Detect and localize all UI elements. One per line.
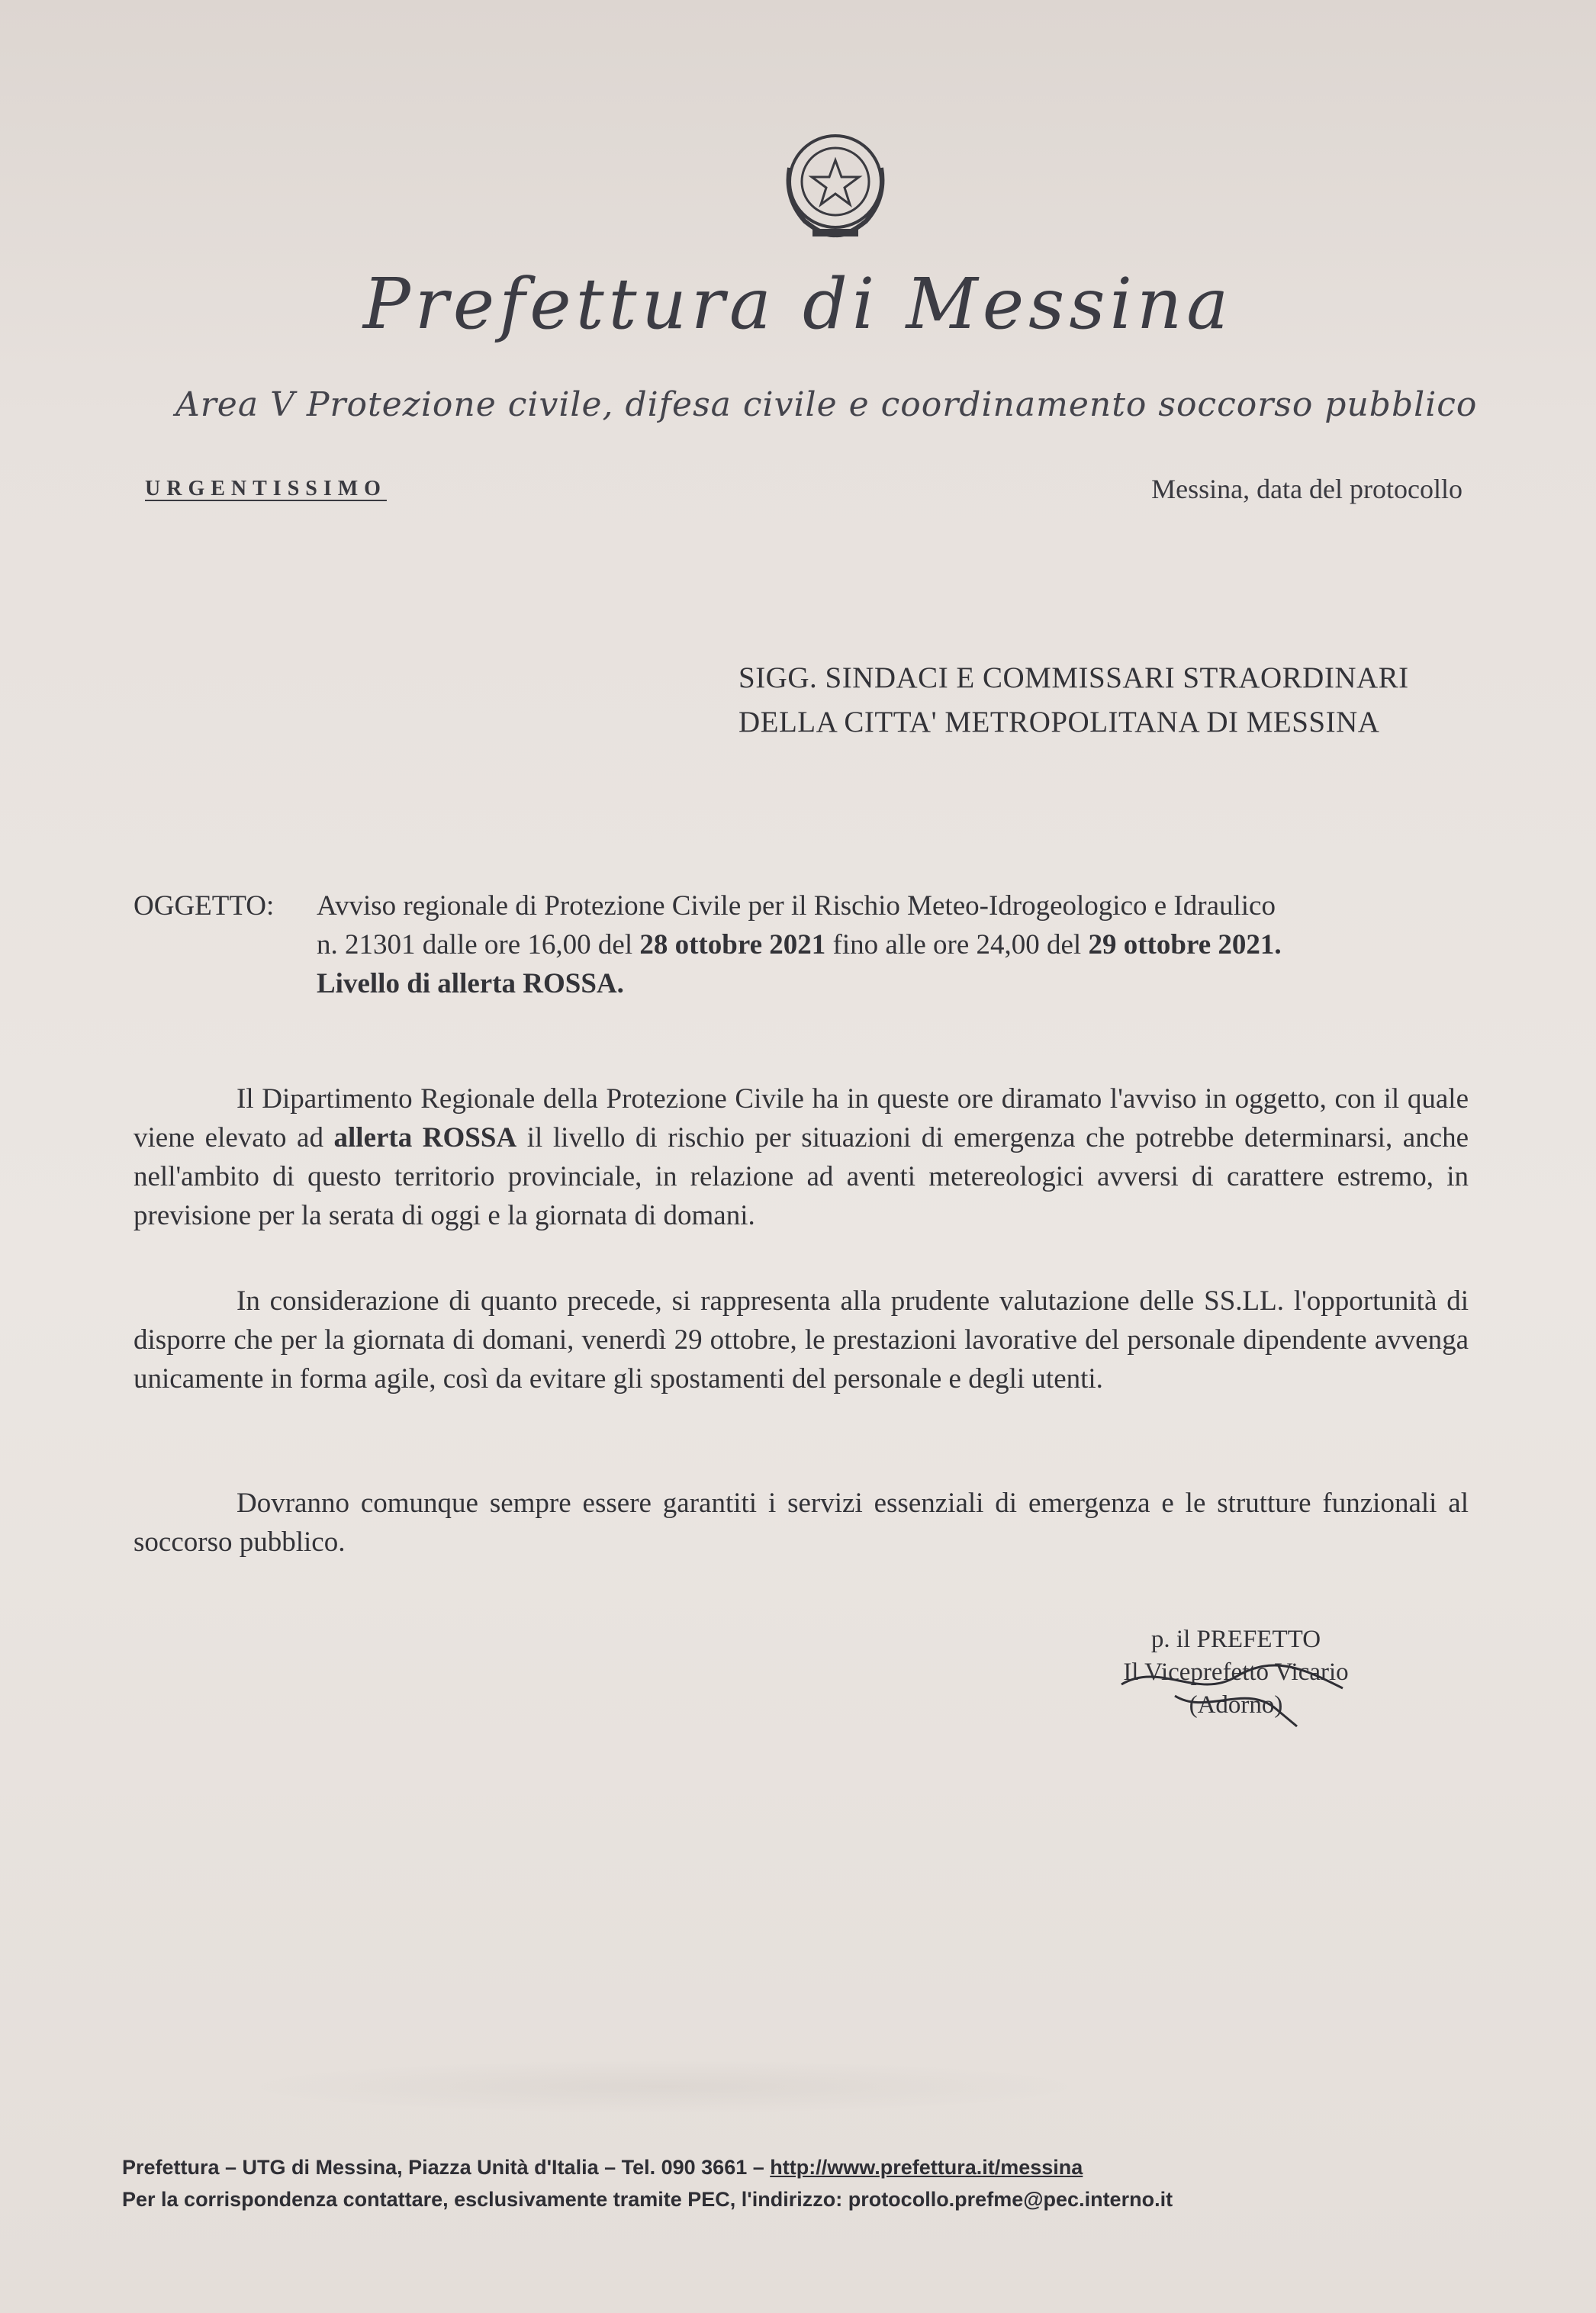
paragraph-indent: [134, 1488, 237, 1519]
subject-start-date: 28 ottobre 2021: [639, 929, 826, 960]
italian-republic-emblem-icon: [771, 122, 900, 252]
handwritten-signature-icon: [1114, 1654, 1373, 1738]
paragraph-text: il livello di rischio per situazioni di emergenza che potrebbe determinarsi, anche nell'ambito di questo territorio provinciale, in relazione ad aventi metereologici avversi di carattere estremo, in previsione per la serata di oggi e la giornata di domani.: [134, 1122, 1469, 1231]
subject-line-2: [317, 925, 1507, 964]
office-title: Prefettura di Messina: [362, 263, 1234, 345]
footer: [122, 2151, 1173, 2215]
paragraph-text: Il Dipartimento Regionale della Protezione Civile ha in queste ore diramato l'avviso in oggetto, con il quale viene elevato ad: [134, 1083, 1469, 1153]
subject-text: fino alle ore 24,00 del: [825, 929, 1089, 960]
website-link[interactable]: http://www.prefettura.it/messina: [770, 2156, 1083, 2179]
recipients-block: [738, 656, 1409, 745]
alert-level: Livello di allerta ROSSA.: [317, 968, 624, 999]
signature-line-2: Il Viceprefetto Vicario: [1123, 1658, 1349, 1686]
subject-text: n. 21301 dalle ore 16,00 del: [317, 929, 640, 960]
paragraph-2: [134, 1282, 1469, 1398]
paragraph-indent: [134, 1285, 237, 1317]
pec-email-link[interactable]: protocollo.prefme@pec.interno.it: [848, 2188, 1173, 2211]
office-subtitle: Area V Protezione civile, difesa civile e coordinamento soccorso pubblico: [175, 385, 1478, 424]
recipient-line: SIGG. SINDACI E COMMISSARI STRAORDINARI: [738, 661, 1409, 694]
footer-line-1: [122, 2151, 1173, 2183]
paragraph-3: [134, 1484, 1469, 1562]
footer-text: Prefettura – UTG di Messina, Piazza Unità d'Italia – Tel. 090 3661 –: [122, 2156, 771, 2179]
paragraph-1: [134, 1079, 1469, 1235]
signature-block: [1099, 1623, 1373, 1722]
subject-line-1: Avviso regionale di Protezione Civile per il Rischio Meteo-Idrogeologico e Idraulico: [317, 890, 1276, 922]
footer-text: Per la corrispondenza contattare, esclusivamente tramite PEC, l'indirizzo:: [122, 2188, 848, 2211]
date-line: Messina, data del protocollo: [1151, 474, 1462, 504]
urgency-label: URGENTISSIMO: [145, 477, 387, 500]
subject-body: [317, 886, 1507, 1003]
footer-line-2: [122, 2183, 1173, 2215]
paragraph-text: In considerazione di quanto precede, si rappresenta alla prudente valutazione delle SS.LL. l'opportunità di disporre che per la giornata di domani, venerdì 29 ottobre, le prestazioni lavorative del personale dipendente avvenga unicamente in forma agile, così da evitare gli spostamenti del personale e degli utenti.: [134, 1285, 1469, 1395]
paragraph-text: Dovranno comunque sempre essere garantiti i servizi essenziali di emergenza e le strutture funzionali al soccorso pubblico.: [134, 1488, 1469, 1558]
faded-bleedthrough: [244, 2060, 1083, 2113]
subject-end-date: 29 ottobre 2021.: [1088, 929, 1282, 960]
signature-line-3: (Adorno): [1189, 1691, 1283, 1719]
recipient-line: DELLA CITTA' METROPOLITANA DI MESSINA: [738, 706, 1380, 738]
signature-line-1: p. il PREFETTO: [1150, 1626, 1321, 1653]
alert-highlight: allerta ROSSA: [333, 1122, 517, 1153]
subject-line-3: [317, 964, 1507, 1003]
paragraph-indent: [134, 1083, 237, 1115]
subject-label: OGGETTO:: [134, 890, 275, 922]
